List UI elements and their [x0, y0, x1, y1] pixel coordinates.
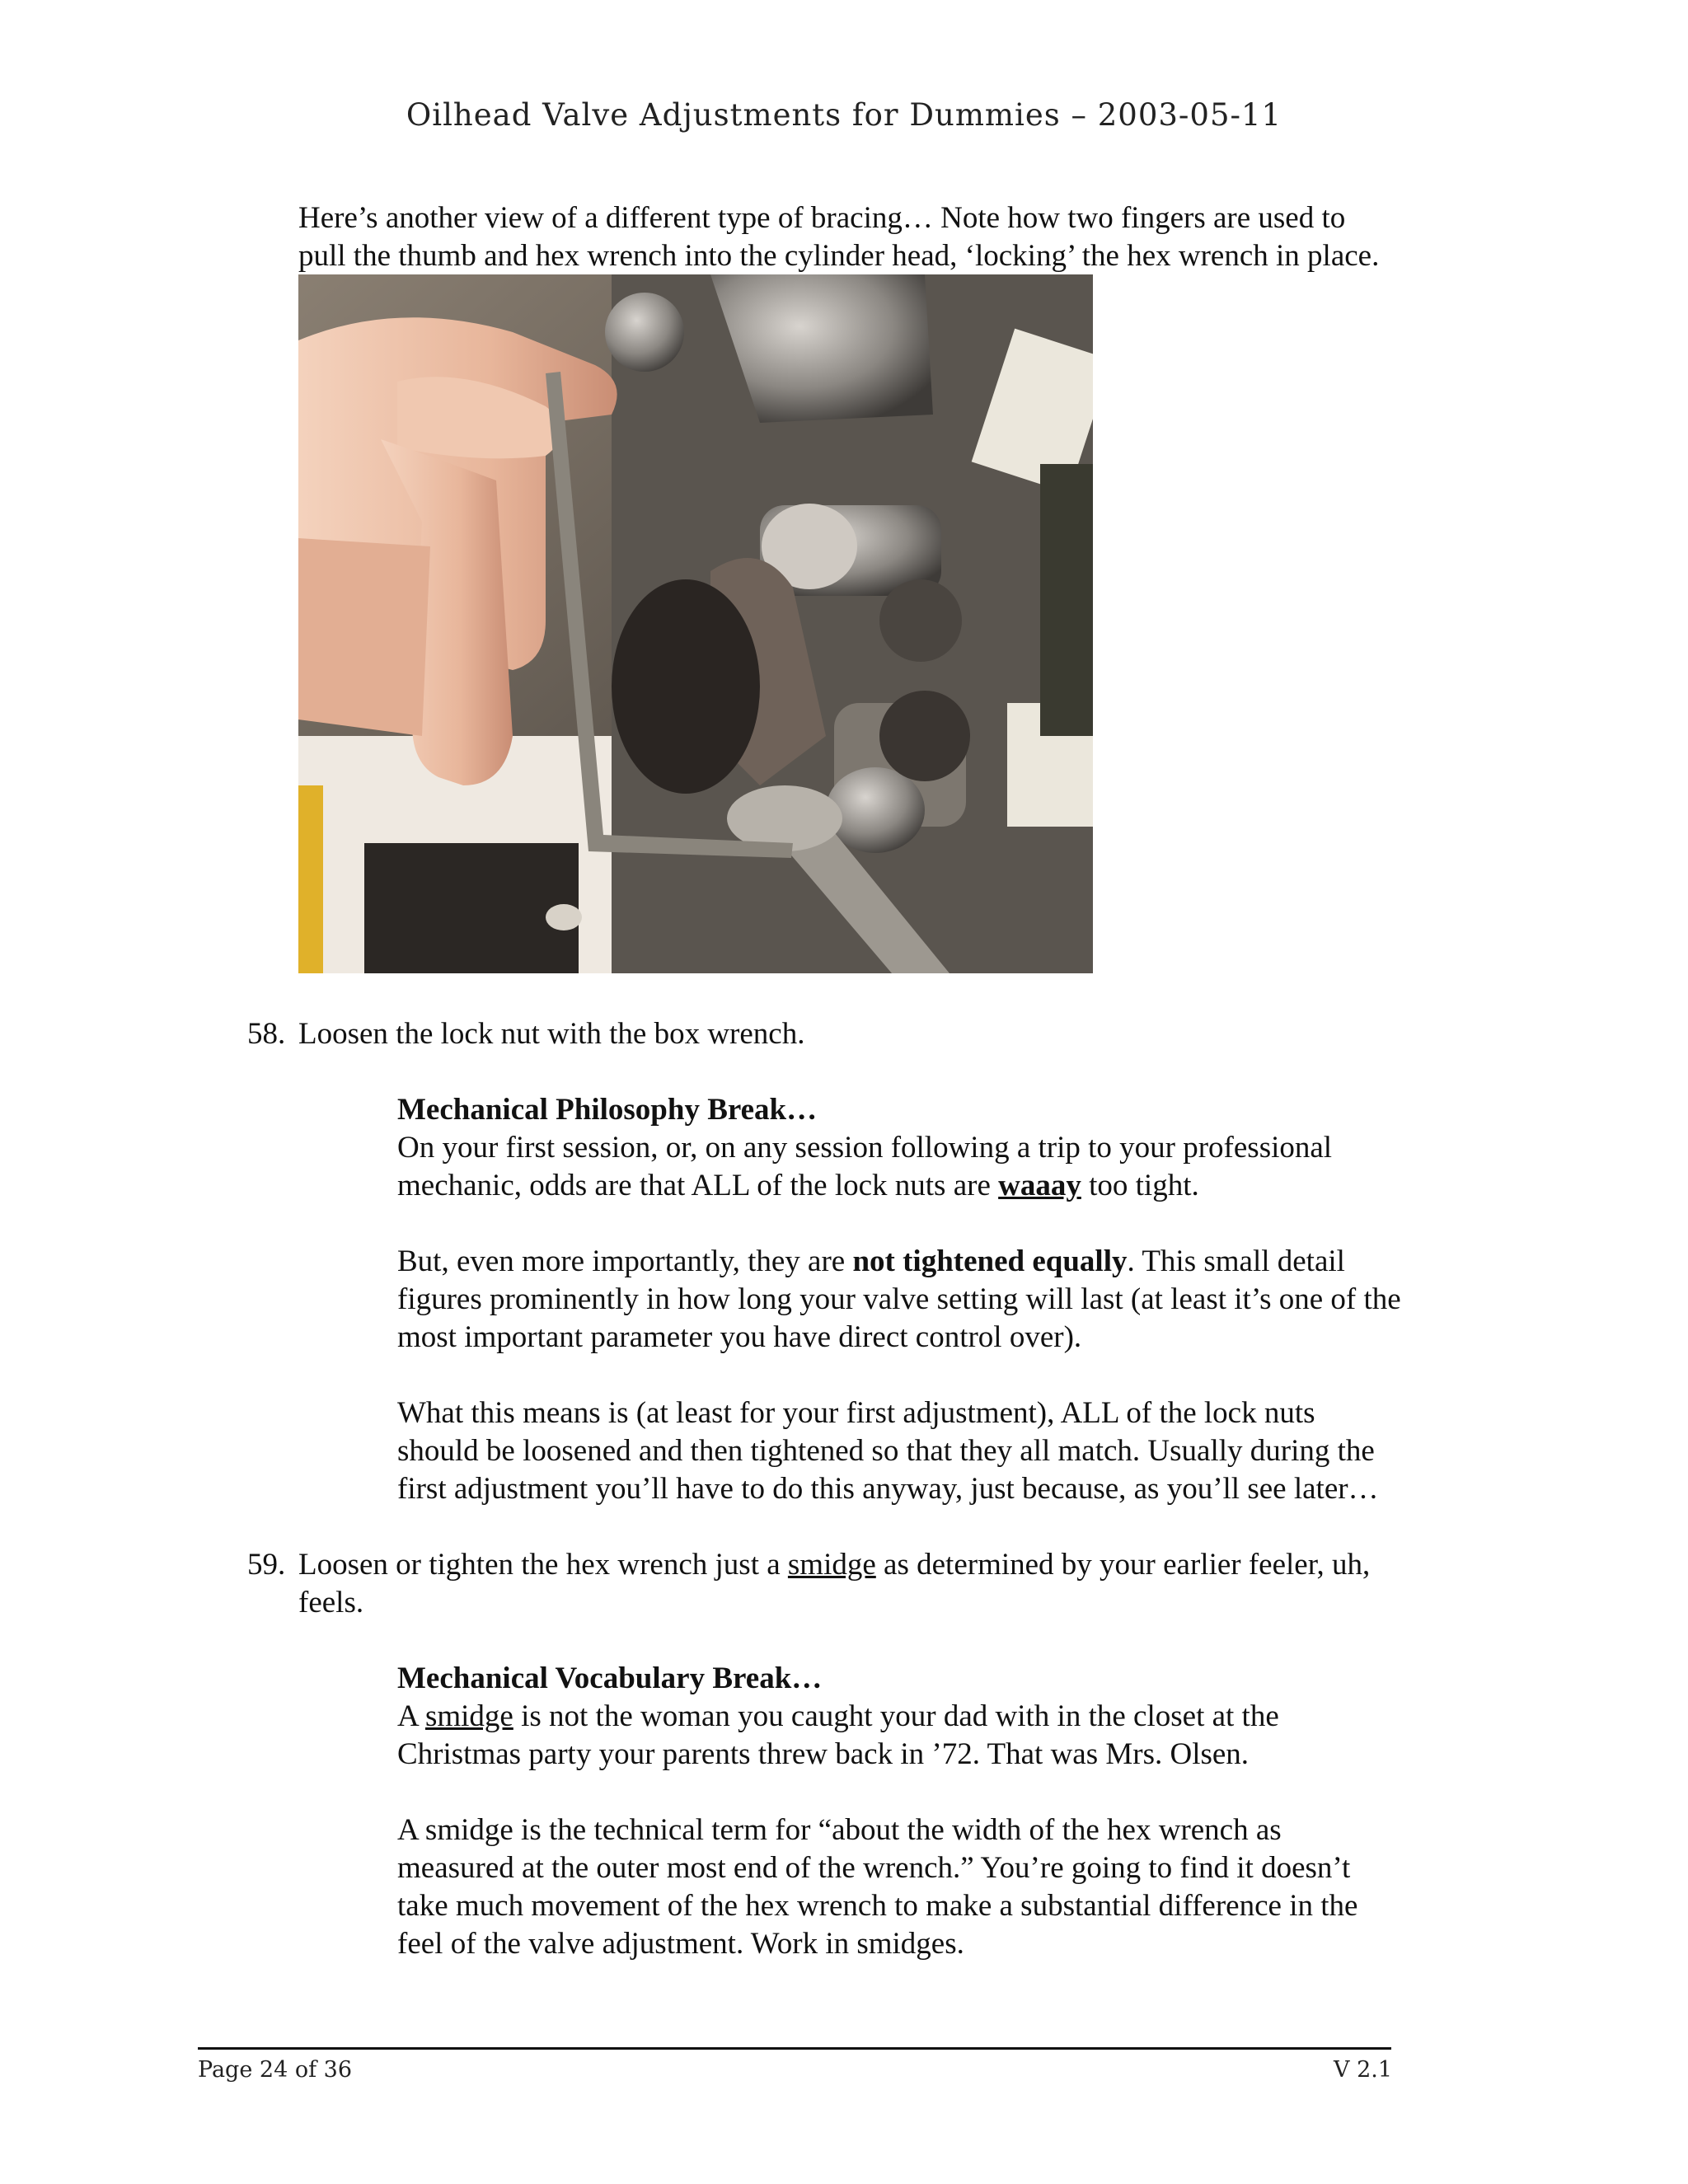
step-text: Loosen the lock nut with the box wrench.: [298, 1017, 805, 1051]
page-header-title: Oilhead Valve Adjustments for Dummies – 2003-05-11: [406, 97, 1282, 133]
break2-line-5: take much movement of the hex wrench to make a substantial difference in the: [397, 1889, 1358, 1923]
step-number: 59.: [247, 1548, 286, 1582]
break1-line-7: should be loosened and then tightened so that they all match. Usually during the: [397, 1434, 1375, 1468]
version-label: V 2.1: [1334, 2057, 1393, 2083]
step-number: 58.: [247, 1017, 286, 1051]
break1-line-8: first adjustment you’ll have to do this anyway, just because, as you’ll see later…: [397, 1472, 1379, 1506]
intro-paragraph: [298, 199, 1535, 275]
intro-line-2: pull the thumb and hex wrench into the cylinder head, ‘locking’ the hex wrench in place.: [298, 239, 1380, 273]
break1-line-4: figures prominently in how long your valve setting will last (at least it’s one of the: [397, 1282, 1401, 1316]
break-title: Mechanical Philosophy Break…: [397, 1093, 818, 1127]
emphasis-not-tightened-equally: not tightened equally: [852, 1244, 1128, 1278]
break1-line-5: most important parameter you have direct control over).: [397, 1320, 1082, 1354]
break1-line-3: But, even more importantly, they are not tightened equally. This small detail: [397, 1244, 1345, 1278]
intro-line-1: Here’s another view of a different type of bracing… Note how two fingers are used to: [298, 201, 1346, 235]
step-text: Loosen or tighten the hex wrench just a smidge as determined by your earlier feeler, uh, feels.: [298, 1548, 1371, 1619]
step-59: [247, 1546, 1566, 1622]
step-58: [247, 1015, 1566, 1053]
mechanical-vocabulary-break: [397, 1660, 1518, 1963]
break2-line-1: A smidge is not the woman you caught your dad with in the closet at the: [397, 1699, 1279, 1733]
break2-line-2: Christmas party your parents threw back in ’72. That was Mrs. Olsen.: [397, 1737, 1250, 1771]
term-smidge: smidge: [424, 1699, 513, 1733]
footer-divider: [198, 2047, 1391, 2050]
break-title: Mechanical Vocabulary Break…: [397, 1661, 823, 1695]
break1-line-2: mechanic, odds are that ALL of the lock nuts are waaay too tight.: [397, 1169, 1199, 1202]
break2-line-4: measured at the outer most end of the wrench.” You’re going to find it doesn’t: [397, 1851, 1351, 1885]
emphasis-waaay: waaay: [998, 1169, 1081, 1202]
break1-line-6: What this means is (at least for your first adjustment), ALL of the lock nuts: [397, 1396, 1315, 1430]
break2-line-3: A smidge is the technical term for “about the width of the hex wrench as: [397, 1813, 1282, 1847]
mechanical-philosophy-break: [397, 1091, 1518, 1508]
break1-line-1: On your first session, or, on any session following a trip to your professional: [397, 1131, 1333, 1165]
term-smidge: smidge: [787, 1548, 876, 1582]
page-number: Page 24 of 36: [198, 2057, 353, 2083]
break2-line-6: feel of the valve adjustment. Work in smidges.: [397, 1927, 964, 1961]
valve-adjustment-photo: [298, 274, 1093, 973]
